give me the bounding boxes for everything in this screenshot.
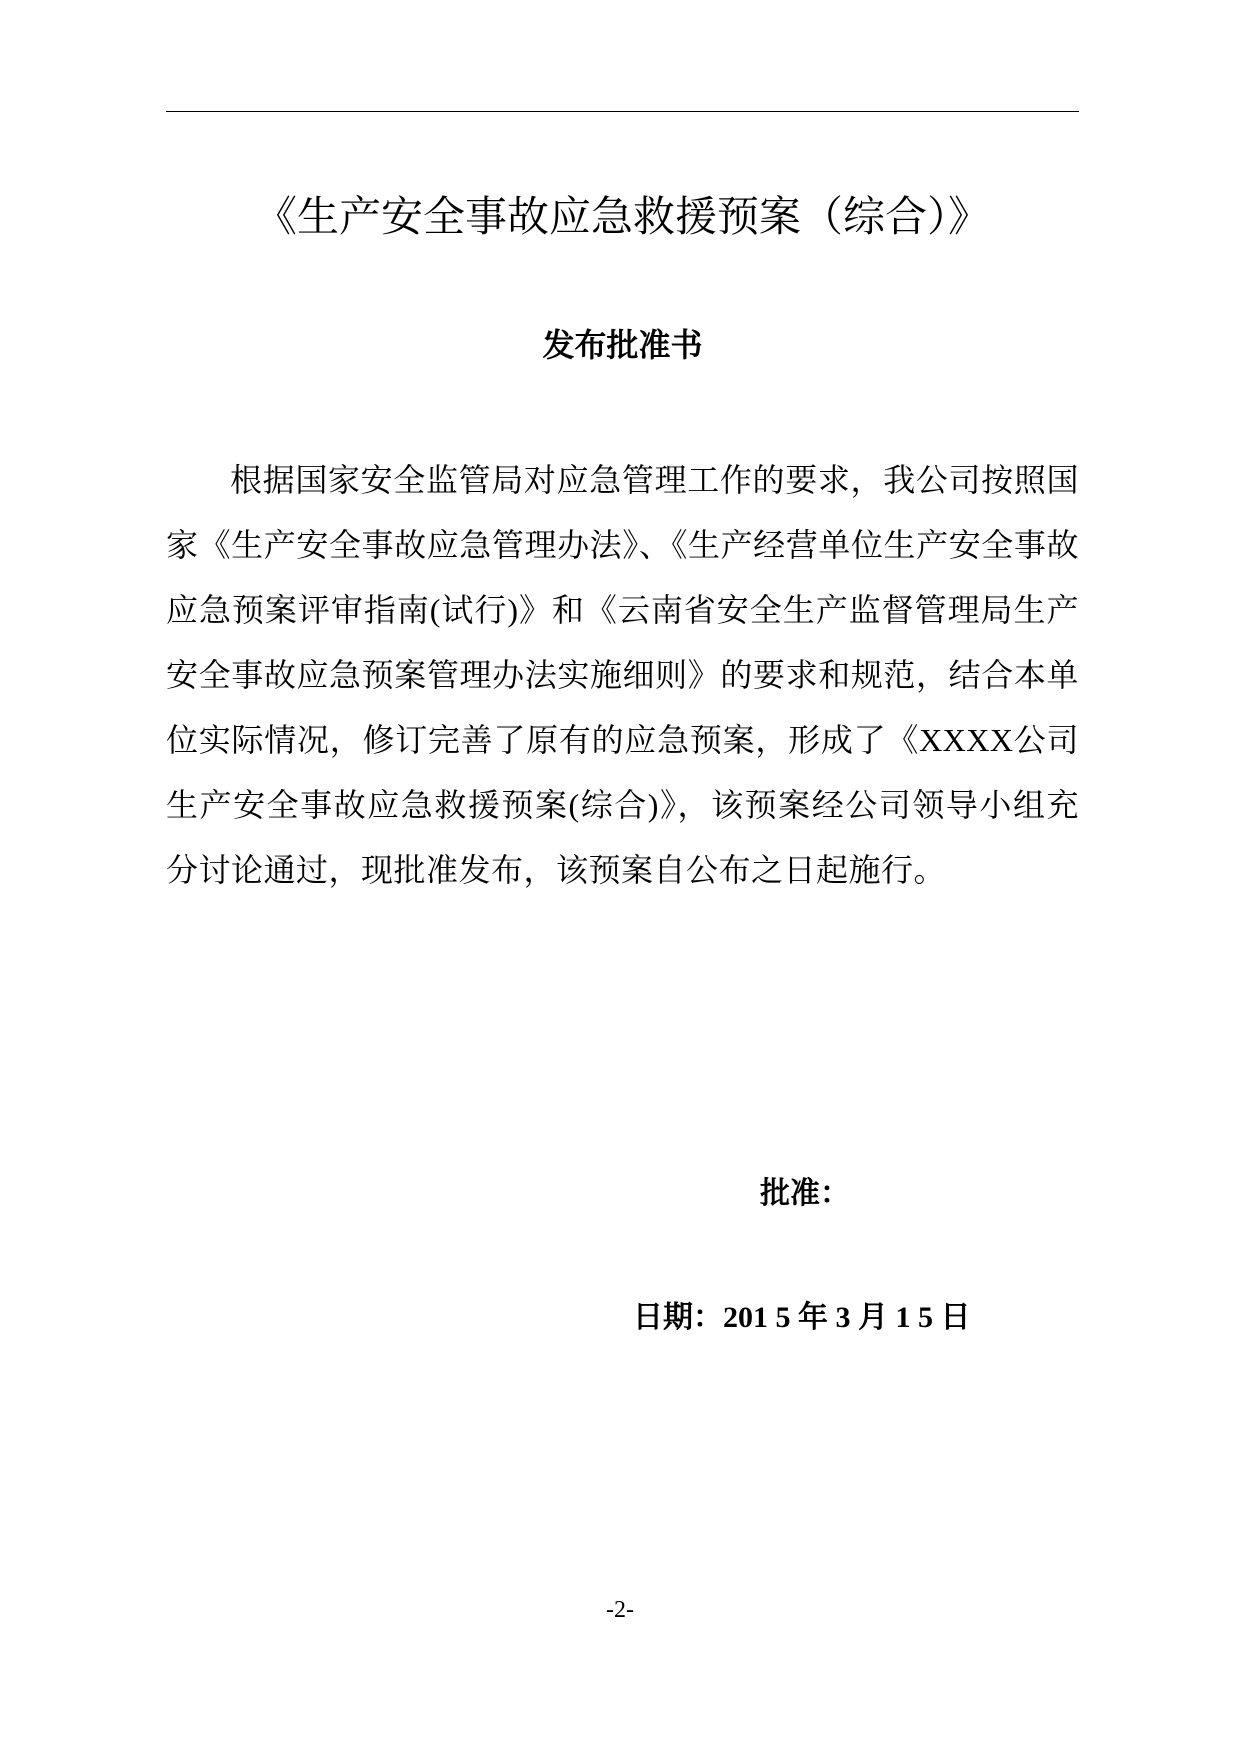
document-title: 《生产安全事故应急救援预案（综合）》: [254, 195, 990, 241]
body-paragraph: 根据国家安全监管局对应急管理工作的要求，我公司按照国家《生产安全事故应急管理办法》、《生产经营单位生产安全事故应急预案评审指南(试行)》和《云南省安全生产监督管理局生产安全事故应急预案管理办法实施细则》的要求和规范，结合本单位实际情况，修订完善了原有的应急预案，形成了《XXXX公司生产安全事故应急救援预案(综合)》，该预案经公司领导小组充分讨论通过，现批准发布，该预案自公布之日起施行。: [166, 462, 1079, 888]
date-line: 日期：201 5 年 3 月 1 5 日: [633, 1301, 971, 1334]
header-rule: [166, 111, 1079, 112]
approval-label: 批准：: [760, 1177, 850, 1210]
page-number: -2-: [606, 1597, 634, 1623]
document-subtitle: 发布批准书: [542, 327, 703, 363]
